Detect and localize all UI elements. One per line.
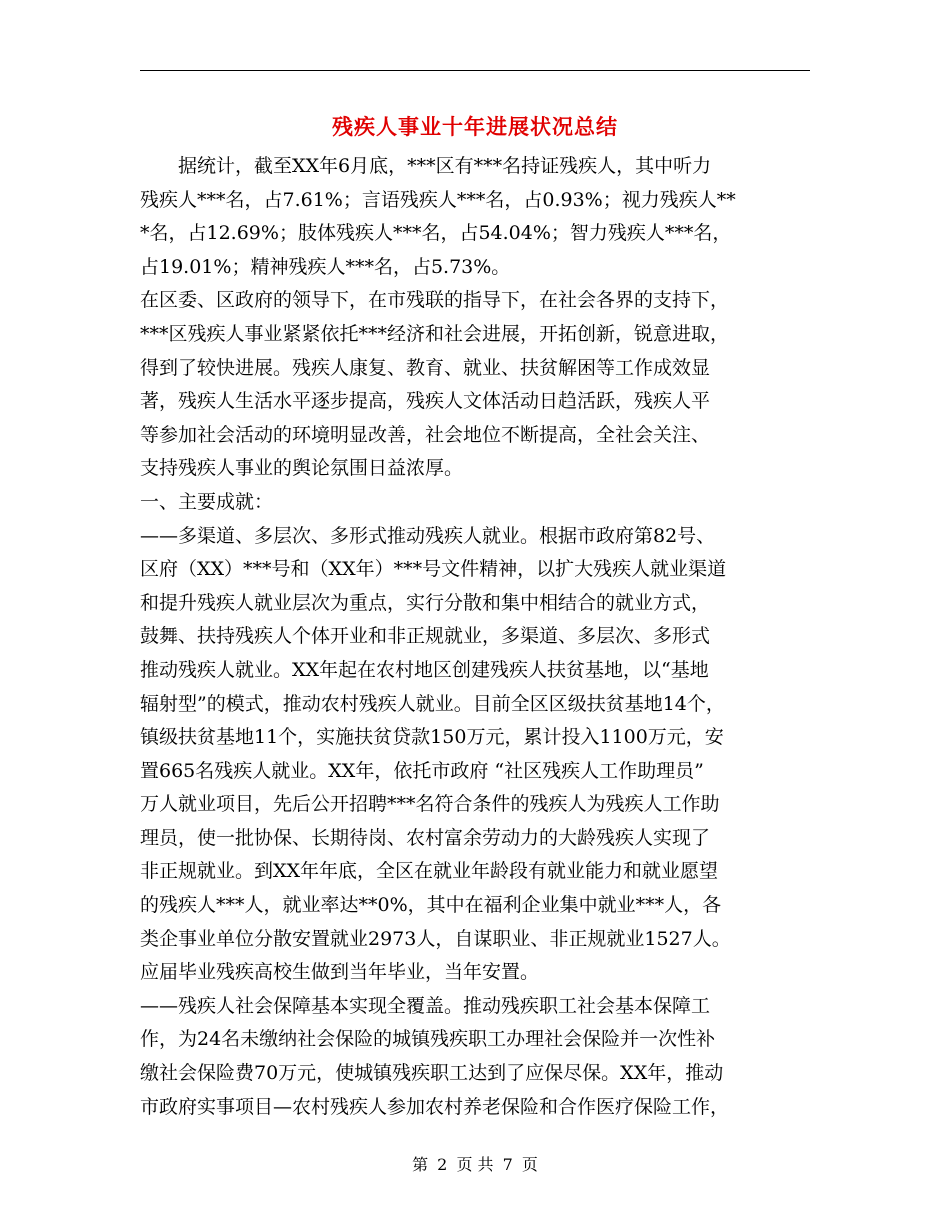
text-line: 支持残疾人事业的舆论氛围日益浓厚。 bbox=[140, 457, 464, 480]
text-line: 的残疾人***人，就业率达**0%，其中在福利企业集中就业***人，各 bbox=[140, 894, 722, 917]
text-line: 应届毕业残疾高校生做到当年毕业，当年安置。 bbox=[140, 961, 540, 984]
text-line: 据统计，截至XX年6月底，***区有***名持证残疾人，其中听力 bbox=[140, 155, 712, 177]
text-line: ——多渠道、多层次、多形式推动残疾人就业。根据市政府第82号、 bbox=[140, 524, 716, 547]
footer-page-number: 2 bbox=[437, 1155, 448, 1174]
text-line: ——残疾人社会保障基本实现全覆盖。推动残疾职工社会基本保障工 bbox=[140, 994, 711, 1017]
text-line: 区府（XX）***号和（XX年）***号文件精神，以扩大残疾人就业渠道 bbox=[140, 558, 727, 581]
text-line: 占19.01%；精神残疾人***名，占5.73%。 bbox=[140, 255, 511, 278]
text-line: 得到了较快进展。残疾人康复、教育、就业、扶贫解困等工作成效显 bbox=[140, 356, 711, 379]
text-line: 辐射型”的模式，推动农村残疾人就业。目前全区区级扶贫基地14个， bbox=[140, 692, 725, 715]
footer-suffix: 页 bbox=[521, 1155, 538, 1174]
text-line: 非正规就业。到XX年年底，全区在就业年龄段有就业能力和就业愿望 bbox=[140, 860, 719, 883]
text-line: 置665名残疾人就业。XX年，依托市政府 “社区残疾人工作助理员” bbox=[140, 759, 704, 782]
document-body bbox=[140, 150, 810, 1124]
text-line: 类企事业单位分散安置就业2973人，自谋职业、非正规就业1527人。 bbox=[140, 927, 731, 950]
text-line: 推动残疾人就业。XX年起在农村地区创建残疾人扶贫基地，以“基地 bbox=[140, 658, 709, 681]
text-line: 残疾人***名，占7.61%；言语残疾人***名，占0.93%；视力残疾人** bbox=[140, 188, 736, 211]
text-line: 等参加社会活动的环境明显改善，社会地位不断提高，全社会关注、 bbox=[140, 423, 711, 446]
document-title: 残疾人事业十年进展状况总结 bbox=[332, 114, 618, 139]
footer-prefix: 第 bbox=[412, 1155, 429, 1174]
footer-total-pages: 7 bbox=[502, 1155, 513, 1174]
text-line: 万人就业项目，先后公开招聘***名符合条件的残疾人为残疾人工作助 bbox=[140, 793, 720, 816]
header-rule bbox=[140, 70, 810, 71]
text-line: 市政府实事项目—农村残疾人参加农村养老保险和合作医疗保险工作， bbox=[140, 1095, 730, 1118]
text-line: 一、主要成就： bbox=[140, 490, 274, 513]
footer-middle: 页 共 bbox=[456, 1155, 494, 1174]
page-footer bbox=[0, 1154, 950, 1176]
text-line: 缴社会保险费70万元，使城镇残疾职工达到了应保尽保。XX年，推动 bbox=[140, 1062, 724, 1085]
text-line: *名，占12.69%；肢体残疾人***名，占54.04%；智力残疾人***名， bbox=[140, 222, 732, 245]
text-line: 作，为24名未缴纳社会保险的城镇残疾职工办理社会保险并一次性补 bbox=[140, 1028, 716, 1051]
text-line: 鼓舞、扶持残疾人个体开业和非正规就业，多渠道、多层次、多形式 bbox=[140, 625, 711, 648]
text-line: 和提升残疾人就业层次为重点，实行分散和集中相结合的就业方式， bbox=[140, 591, 711, 614]
text-line: 著，残疾人生活水平逐步提高，残疾人文体活动日趋活跃，残疾人平 bbox=[140, 390, 711, 413]
text-line: 在区委、区政府的领导下，在市残联的指导下，在社会各界的支持下， bbox=[140, 289, 730, 312]
text-line: ***区残疾人事业紧紧依托***经济和社会进展，开拓创新，锐意进取， bbox=[140, 322, 730, 345]
text-line: 镇级扶贫基地11个，实施扶贫贷款150万元，累计投入1100万元，安 bbox=[140, 726, 724, 749]
text-line: 理员，使一批协保、长期待岗、农村富余劳动力的大龄残疾人实现了 bbox=[140, 826, 711, 849]
